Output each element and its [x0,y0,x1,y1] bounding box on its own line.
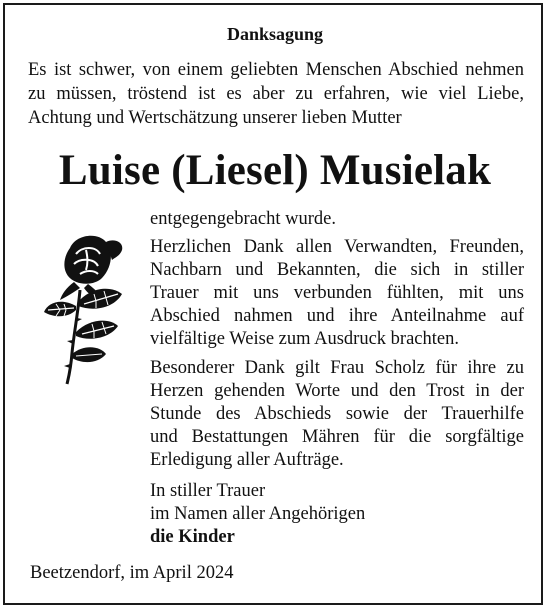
thanks-line: Nachbarn und Bekannten, die sich in stiller [150,260,524,280]
thanks-line: Abschied nahmen und ihre Anteilnahme auf [150,306,524,326]
notice-heading: Danksagung [226,24,324,44]
deceased-name: Luise (Liesel) Musielak [58,147,492,194]
rose-icon [36,228,132,386]
special-thanks-line: Erledigung aller Aufträge. [150,450,344,470]
special-thanks-line: Herzen gehenden Worte und den Trost in der [150,381,524,401]
special-thanks-line: Besonderer Dank gilt Frau Scholz für ihre zu [150,358,524,378]
signature-line: im Namen aller Angehörigen [150,504,366,524]
thanks-line: vielfältige Weise zum Ausdruck brachten. [150,329,459,349]
continuation-line: entgegengebracht wurde. [150,209,336,229]
intro-line: Es ist schwer, von einem geliebten Menschen Abschied nehmen [28,60,524,80]
intro-line: Achtung und Wertschätzung unserer lieben Mutter [28,108,402,128]
signature-line: In stiller Trauer [150,481,266,501]
place-date: Beetzendorf, im April 2024 [30,563,234,583]
intro-text [28,58,524,130]
thanks-paragraph [150,236,524,351]
signature-family: die Kinder [150,527,235,547]
thanks-line: Trauer mit uns verbunden fühlten, mit uns [150,283,524,303]
special-thanks-paragraph [150,357,524,472]
continuation-text [150,208,524,231]
intro-line: zu müssen, tröstend ist es aber zu erfahren, wie viel Liebe, [28,84,524,104]
signature-block [150,480,365,549]
special-thanks-line: Stunde des Abschieds sowie der Trauerhilfe [150,404,524,424]
thanks-line: Herzlichen Dank allen Verwandten, Freunden, [150,237,524,257]
special-thanks-line: und Bestattungen Mähren für die sorgfältige [150,427,524,447]
